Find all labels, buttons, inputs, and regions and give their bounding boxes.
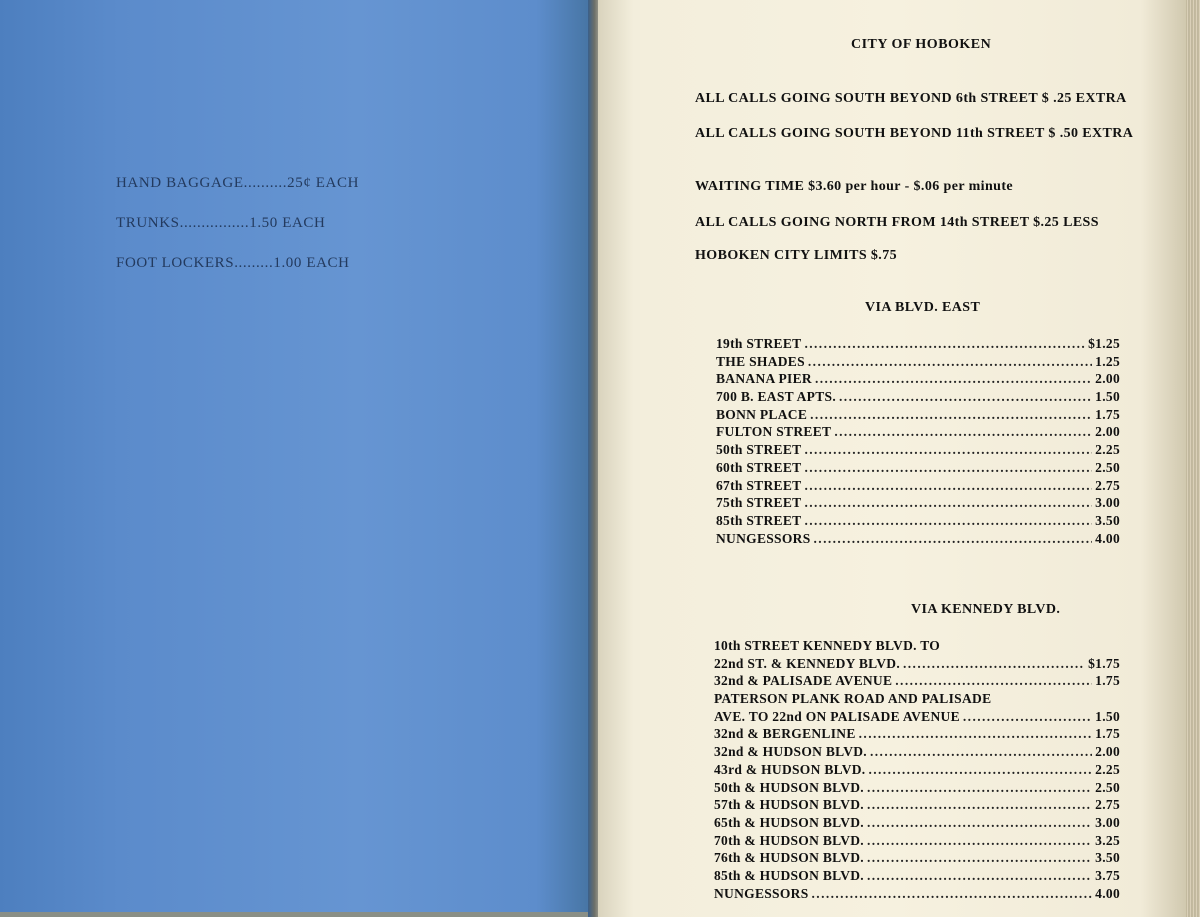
fare-row (714, 673, 1120, 691)
dot-leader (895, 673, 1092, 689)
fare-destination: 57th & HUDSON BLVD. (714, 797, 864, 813)
dot-leader (867, 797, 1092, 813)
fare-row (716, 442, 1120, 460)
fare-destination: 85th & HUDSON BLVD. (714, 867, 864, 883)
fare-row (714, 850, 1120, 868)
fare-destination: 76th & HUDSON BLVD. (714, 850, 864, 866)
fare-destination: 65th & HUDSON BLVD. (714, 814, 864, 830)
fare-price: 4.00 (1095, 530, 1120, 546)
fare-row (714, 762, 1120, 780)
fare-price: 3.50 (1095, 512, 1120, 528)
dot-leader (868, 762, 1092, 778)
fare-price: 2.50 (1095, 459, 1120, 475)
fare-destination: 50th STREET (716, 442, 802, 458)
fare-row (716, 389, 1120, 407)
rule-city-limits: HOBOKEN CITY LIMITS $.75 (695, 248, 898, 263)
fare-destination: 22nd ST. & KENNEDY BLVD. (714, 655, 900, 671)
fare-destination: NUNGESSORS (716, 530, 811, 546)
fare-price: 3.00 (1095, 814, 1120, 830)
baggage-leader: ................ (179, 215, 250, 231)
fare-price: 2.00 (1095, 371, 1120, 387)
fare-row (714, 638, 1120, 656)
baggage-item: TRUNKS (116, 215, 180, 231)
fare-destination: BANANA PIER (716, 371, 812, 387)
fare-destination: FULTON STREET (716, 424, 832, 440)
fare-row (716, 371, 1120, 389)
right-page (598, 0, 1188, 917)
dot-leader (814, 531, 1093, 547)
fare-price: $1.75 (1088, 655, 1120, 671)
fare-destination: PATERSON PLANK ROAD AND PALISADE (714, 691, 992, 707)
fare-price: $1.25 (1088, 336, 1120, 351)
dot-leader (867, 850, 1092, 866)
baggage-leader: ......... (234, 255, 274, 271)
baggage-row-hand-baggage (116, 175, 359, 215)
fare-row (716, 424, 1120, 442)
dot-leader (870, 744, 1092, 760)
rule-north-14th: ALL CALLS GOING NORTH FROM 14th STREET $.25 LESS (695, 215, 1099, 230)
dot-leader (810, 407, 1092, 423)
fare-row (714, 709, 1120, 727)
fare-row (716, 407, 1120, 425)
dot-leader (804, 478, 1092, 494)
fare-destination: 85th STREET (716, 512, 802, 528)
dot-leader (867, 780, 1092, 796)
fare-row (714, 744, 1120, 762)
fare-price: 2.25 (1095, 442, 1120, 458)
fare-destination: 70th & HUDSON BLVD. (714, 832, 864, 848)
left-page (0, 0, 596, 912)
fare-price: 1.50 (1095, 389, 1120, 405)
fare-row (716, 495, 1120, 513)
fare-price: 1.25 (1095, 353, 1120, 369)
page-edges (1186, 0, 1200, 917)
baggage-item: FOOT LOCKERS (116, 255, 235, 271)
fare-row (716, 478, 1120, 496)
dot-leader (963, 709, 1092, 725)
dot-leader (867, 868, 1092, 884)
fare-price: 3.50 (1095, 850, 1120, 866)
dot-leader (903, 656, 1085, 672)
fare-price: 3.75 (1095, 867, 1120, 883)
fare-price: 1.75 (1095, 726, 1120, 742)
fare-row (714, 833, 1120, 851)
dot-leader (804, 513, 1092, 529)
baggage-price: 25¢ EACH (287, 175, 360, 191)
baggage-leader: .......... (243, 175, 288, 191)
fare-destination: 50th & HUDSON BLVD. (714, 779, 864, 795)
fare-row (714, 656, 1120, 674)
fare-row (714, 726, 1120, 744)
fare-price: 2.75 (1095, 797, 1120, 813)
rule-south-6th: ALL CALLS GOING SOUTH BEYOND 6th STREET $ .25 EXTRA (695, 91, 1127, 106)
fare-price: 2.00 (1095, 744, 1120, 760)
fare-price: 1.50 (1095, 708, 1120, 724)
fare-destination: 67th STREET (716, 477, 802, 493)
fare-destination: AVE. TO 22nd ON PALISADE AVENUE (714, 708, 960, 724)
fare-row (716, 460, 1120, 478)
fare-price: 3.00 (1095, 495, 1120, 511)
fare-row (716, 531, 1120, 549)
fare-destination: 75th STREET (716, 495, 802, 511)
fare-destination: 700 B. EAST APTS. (716, 389, 837, 405)
fare-destination: 19th STREET (716, 336, 802, 351)
rule-south-11th: ALL CALLS GOING SOUTH BEYOND 11th STREET $ .50 EXTRA (695, 126, 1134, 141)
dot-leader (804, 336, 1085, 352)
dot-leader (867, 833, 1092, 849)
fare-row (714, 815, 1120, 833)
blvd-east-fare-list (716, 336, 1120, 548)
fare-row (716, 336, 1120, 354)
baggage-price: 1.00 EACH (273, 255, 350, 271)
baggage-list (116, 175, 359, 295)
baggage-row-trunks (116, 215, 359, 255)
fare-row (714, 797, 1120, 815)
dot-leader (812, 886, 1093, 902)
fare-row (714, 780, 1120, 798)
fare-destination: THE SHADES (716, 353, 805, 369)
fare-price: 2.00 (1095, 424, 1120, 440)
fare-destination: 32nd & HUDSON BLVD. (714, 744, 867, 760)
fare-destination: 32nd & PALISADE AVENUE (714, 673, 893, 689)
dot-leader (834, 424, 1092, 440)
dot-leader (839, 389, 1092, 405)
dot-leader (859, 726, 1093, 742)
baggage-price: 1.50 EACH (249, 215, 326, 231)
fare-destination: 32nd & BERGENLINE (714, 726, 856, 742)
fare-price: 3.25 (1095, 832, 1120, 848)
section-title-kennedy: VIA KENNEDY BLVD. (911, 602, 1061, 617)
fare-destination: BONN PLACE (716, 406, 808, 422)
fare-row (716, 354, 1120, 372)
dot-leader (815, 371, 1092, 387)
dot-leader (804, 495, 1092, 511)
kennedy-fare-list (714, 638, 1120, 903)
rule-waiting-time: WAITING TIME $3.60 per hour - $.06 per minute (695, 179, 1013, 194)
fare-price: 2.50 (1095, 779, 1120, 795)
dot-leader (808, 354, 1092, 370)
fare-price: 1.75 (1095, 673, 1120, 689)
baggage-item: HAND BAGGAGE (116, 175, 244, 191)
fare-destination: 10th STREET KENNEDY BLVD. TO (714, 638, 941, 653)
section-title-blvd-east: VIA BLVD. EAST (865, 300, 981, 315)
baggage-row-foot-lockers (116, 255, 359, 295)
fare-row (716, 513, 1120, 531)
fare-row (714, 886, 1120, 904)
fare-destination: NUNGESSORS (714, 885, 809, 901)
fare-destination: 43rd & HUDSON BLVD. (714, 761, 866, 777)
fare-row (714, 691, 1120, 709)
page-title: CITY OF HOBOKEN (851, 37, 992, 52)
fare-destination: 60th STREET (716, 459, 802, 475)
fare-price: 2.75 (1095, 477, 1120, 493)
fare-price: 1.75 (1095, 406, 1120, 422)
dot-leader (804, 442, 1092, 458)
fare-price: 2.25 (1095, 761, 1120, 777)
dot-leader (867, 815, 1092, 831)
fare-price: 4.00 (1095, 885, 1120, 901)
dot-leader (804, 460, 1092, 476)
fare-row (714, 868, 1120, 886)
